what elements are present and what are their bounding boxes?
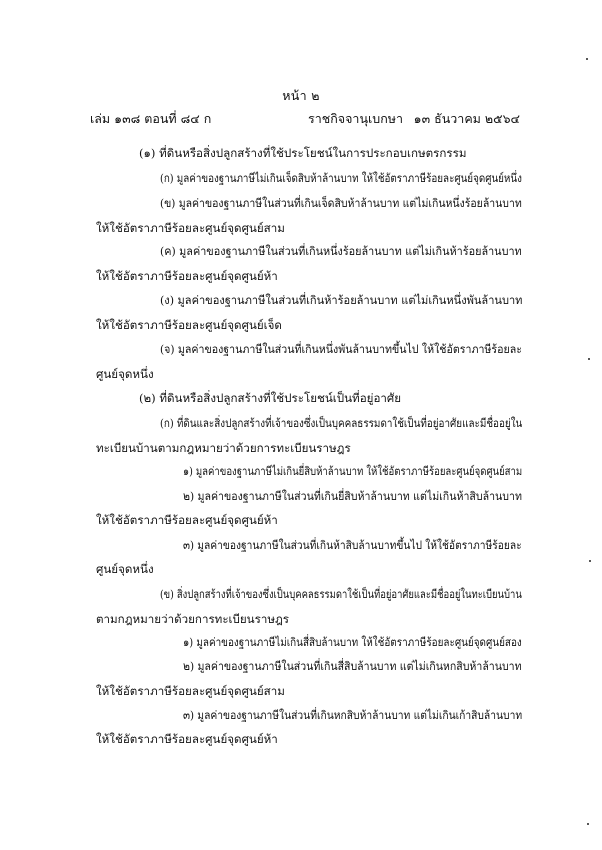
item-2a-3-cont: ศูนย์จุดหนึ่ง xyxy=(96,562,154,576)
clause-1b-cont: ให้ใช้อัตราภาษีร้อยละศูนย์จุดศูนย์สาม xyxy=(96,221,285,235)
item-2b-3-cont: ให้ใช้อัตราภาษีร้อยละศูนย์จุดศูนย์ห้า xyxy=(96,732,278,746)
clause-1c-cont: ให้ใช้อัตราภาษีร้อยละศูนย์จุดศูนย์ห้า xyxy=(96,269,278,283)
scan-speck xyxy=(588,358,590,360)
scan-speck xyxy=(589,560,591,562)
item-2a-1: ๑) มูลค่าของฐานภาษีไม่เกินยี่สิบห้าล้านบาท ให้ใช้อัตราภาษีร้อยละศูนย์จุดศูนย์สาม xyxy=(183,464,523,478)
clause-1d-cont: ให้ใช้อัตราภาษีร้อยละศูนย์จุดศูนย์เจ็ด xyxy=(96,318,282,332)
item-2b-2: ๒) มูลค่าของฐานภาษีในส่วนที่เกินสี่สิบล้านบาท แต่ไม่เกินหกสิบห้าล้านบาท xyxy=(183,659,522,673)
clause-1e-cont: ศูนย์จุดหนึ่ง xyxy=(96,367,154,381)
page-number: หน้า ๒ xyxy=(282,88,320,103)
clause-1c: (ค) มูลค่าของฐานภาษีในส่วนที่เกินหนึ่งร้อยล้านบาท แต่ไม่เกินห้าร้อยล้านบาท xyxy=(160,244,522,258)
item-2b-2-cont: ให้ใช้อัตราภาษีร้อยละศูนย์จุดศูนย์สาม xyxy=(96,684,285,698)
clause-2a: (ก) ที่ดินและสิ่งปลูกสร้างที่เจ้าของซึ่งเป็นบุคคลธรรมดาใช้เป็นที่อยู่อาศัยและมีชื่ออยู่ใน xyxy=(160,416,523,430)
section-2-heading: (๒) ที่ดินหรือสิ่งปลูกสร้างที่ใช้ประโยชน์เป็นที่อยู่อาศัย xyxy=(139,391,402,405)
clause-1b: (ข) มูลค่าของฐานภาษีในส่วนที่เกินเจ็ดสิบห้าล้านบาท แต่ไม่เกินหนึ่งร้อยล้านบาท xyxy=(160,196,522,210)
clause-2a-cont: ทะเบียนบ้านตามกฎหมายว่าด้วยการทะเบียนราษฎร xyxy=(96,441,351,455)
clause-1a: (ก) มูลค่าของฐานภาษีไม่เกินเจ็ดสิบห้าล้านบาท ให้ใช้อัตราภาษีร้อยละศูนย์จุดศูนย์หนึ่ง xyxy=(160,171,522,185)
item-2a-2: ๒) มูลค่าของฐานภาษีในส่วนที่เกินยี่สิบห้าล้านบาท แต่ไม่เกินห้าสิบล้านบาท xyxy=(183,489,522,503)
clause-2b-cont: ตามกฎหมายว่าด้วยการทะเบียนราษฎร xyxy=(96,612,289,626)
item-2a-3: ๓) มูลค่าของฐานภาษีในส่วนที่เกินห้าสิบล้านบาทขึ้นไป ให้ใช้อัตราภาษีร้อยละ xyxy=(183,538,522,552)
gazette-header xyxy=(90,109,520,127)
clause-2b: (ข) สิ่งปลูกสร้างที่เจ้าของซึ่งเป็นบุคคลธรรมดาใช้เป็นที่อยู่อาศัยและมีชื่ออยู่ในทะเบียนบ้าน xyxy=(160,587,522,601)
publication-date: ๑๓ ธันวาคม ๒๕๖๔ xyxy=(413,111,520,126)
publication-name: ราชกิจจานุเบกษา xyxy=(308,111,404,126)
clause-1d: (ง) มูลค่าของฐานภาษีในส่วนที่เกินห้าร้อยล้านบาท แต่ไม่เกินหนึ่งพันล้านบาท xyxy=(160,293,523,307)
section-1-heading: (๑) ที่ดินหรือสิ่งปลูกสร้างที่ใช้ประโยชน์ในการประกอบเกษตรกรรม xyxy=(139,146,467,160)
scan-speck xyxy=(586,58,588,60)
volume-issue: เล่ม ๑๓๘ ตอนที่ ๘๔ ก xyxy=(90,111,212,126)
item-2b-1: ๑) มูลค่าของฐานภาษีไม่เกินสี่สิบล้านบาท ให้ใช้อัตราภาษีร้อยละศูนย์จุดศูนย์สอง xyxy=(183,635,522,649)
item-2b-3: ๓) มูลค่าของฐานภาษีในส่วนที่เกินหกสิบห้าล้านบาท แต่ไม่เกินเก้าสิบล้านบาท xyxy=(183,708,523,722)
scan-speck xyxy=(587,823,589,825)
item-2a-2-cont: ให้ใช้อัตราภาษีร้อยละศูนย์จุดศูนย์ห้า xyxy=(96,513,278,527)
clause-1e: (จ) มูลค่าของฐานภาษีในส่วนที่เกินหนึ่งพันล้านบาทขึ้นไป ให้ใช้อัตราภาษีร้อยละ xyxy=(160,342,522,356)
